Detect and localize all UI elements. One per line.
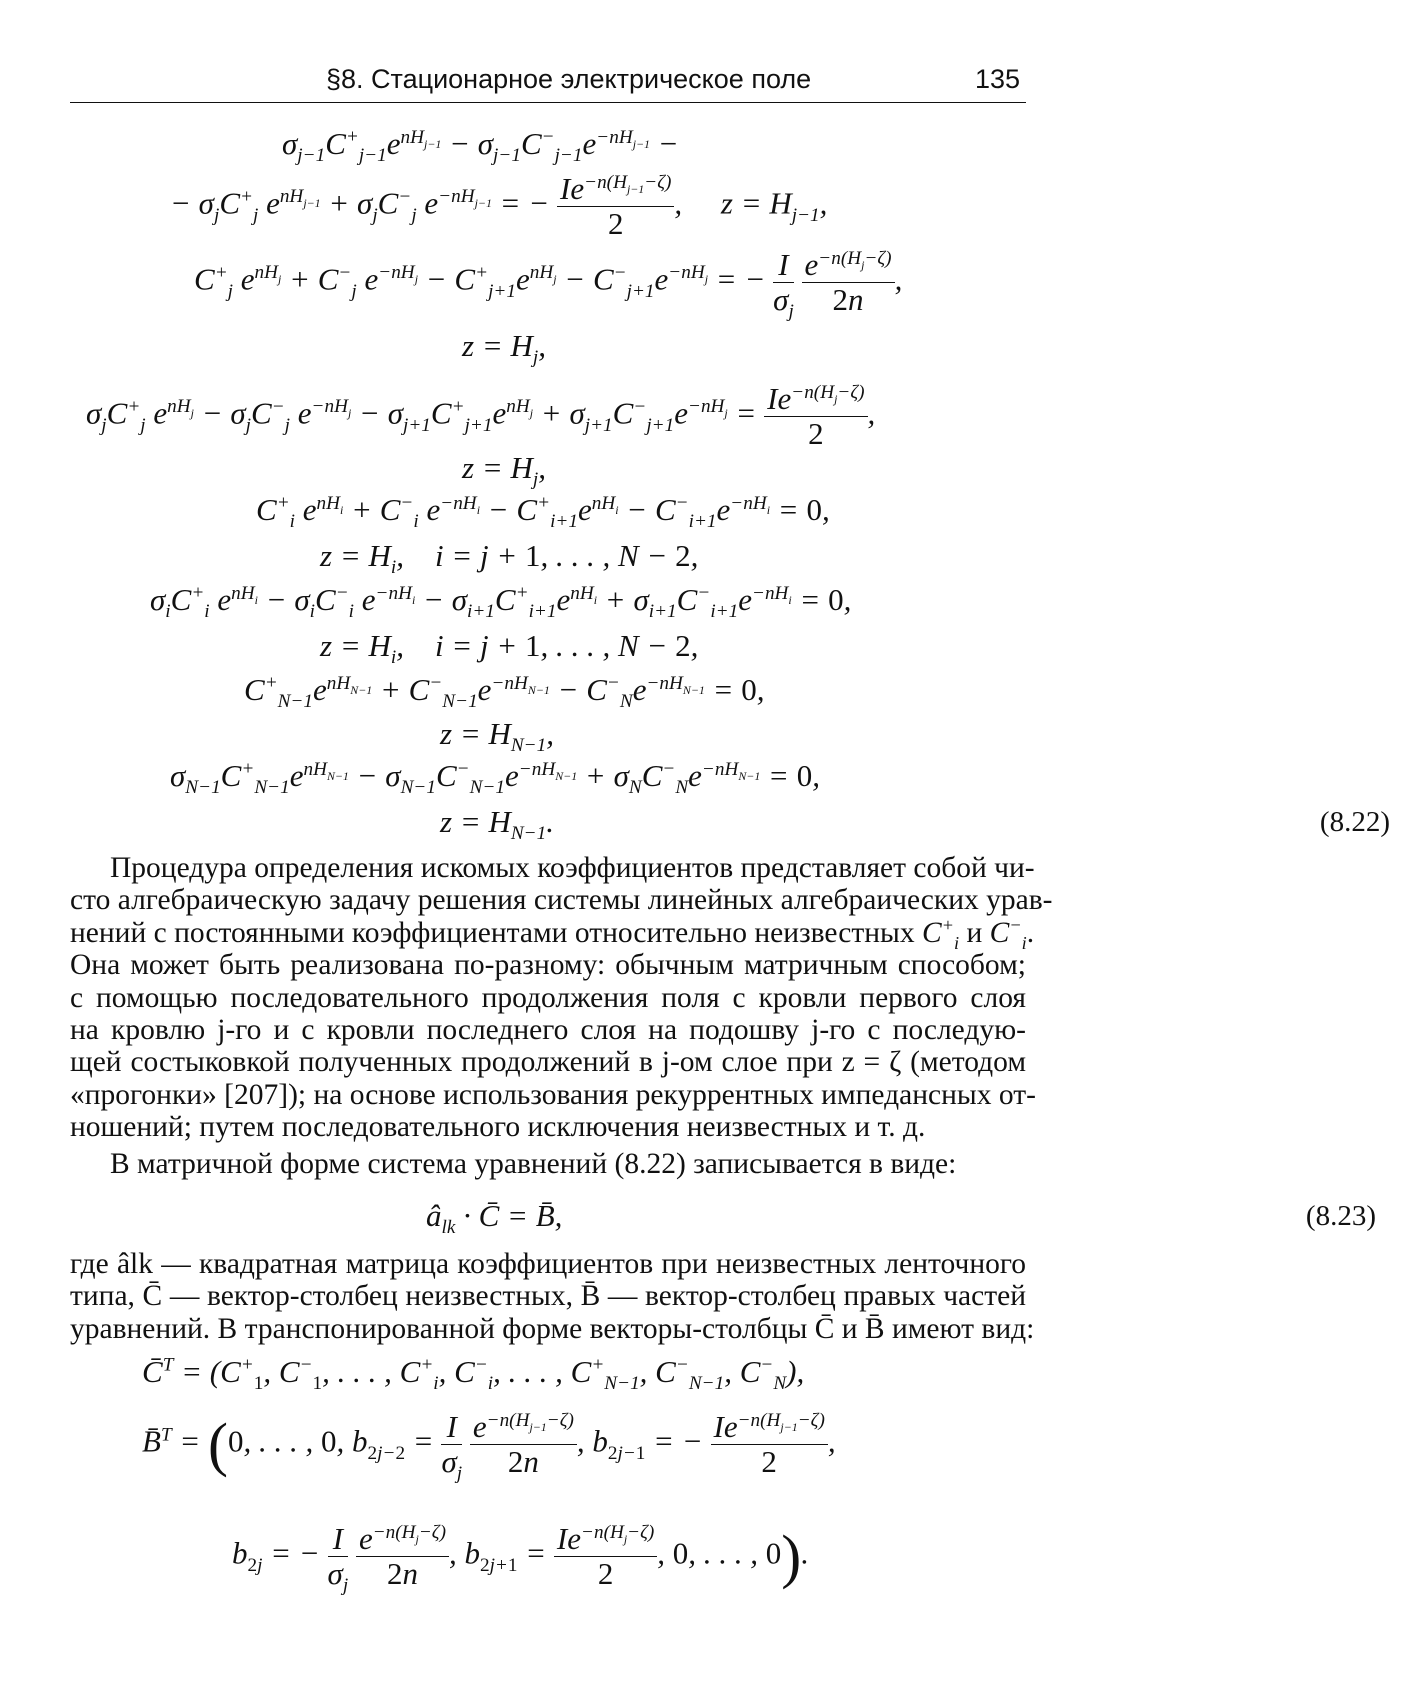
equation-line-12: $z = H_{N-1}$,: [440, 716, 554, 757]
vector-b-transposed-line-1: B̄$^T$ = (0, . . . , 0, $b_{2j-2}$ = $\frac{I}{\sigma_j}$ $\frac{e^{-n(H_{j-1}-\zeta)}}{2n}$ , $b_{2j-1}$ = − $\frac{Ie^{-n(H_{j-1}-\zeta)}}{2}$ ,: [142, 1409, 836, 1485]
section-title: §8. Стационарное электрическое поле: [326, 64, 812, 94]
equation-number-8-23: (8.23): [1305, 1200, 1376, 1232]
equation-number-8-22: (8.22): [1319, 806, 1390, 838]
vector-c-transposed: C̄$^T$ = ($C^+_1$, $C^-_1$, . . . , $C^+_i$, $C^-_i$, . . . , $C^+_{N-1}$, $C^-_{N-1}$, $C^-_N$),: [142, 1354, 805, 1395]
equation-line-6: $z = H_j$,: [462, 450, 546, 491]
equation-line-9: $\sigma_iC^+_i$ $e^{nH_i} - \sigma_iC^-_i$ $e^{-nH_i} - \sigma_{i+1}C^+_{i+1}e^{nH_i} + \sigma_{i+1}C^-_{i+1}e^{-nH_i} = 0$,: [150, 582, 852, 623]
para1-line-8: «прогонки» [207]); на основе использования рекуррентных импедансных от-: [70, 1078, 1036, 1111]
para3-line-2: типа, C̄ — вектор-столбец неизвестных, B̄ — вектор-столбец правых частей: [70, 1280, 1026, 1313]
equation-line-8: $z = H_i$, i = j + 1, . . . , N − 2,: [320, 538, 699, 579]
equation-line-11: $C^+_{N-1}e^{nH_{N-1}} + C^-_{N-1}e^{-nH_{N-1}} - C^-_Ne^{-nH_{N-1}} = 0$,: [244, 672, 765, 713]
equation-line-10: $z = H_i$, i = j + 1, . . . , N − 2,: [320, 628, 699, 669]
equation-line-2: − $\sigma_jC^+_j$ $e^{nH_{j-1}} + \sigma_jC^-_j$ $e^{-nH_{j-1}}$ = − $\frac{Ie^{-n(H_{j-1}-\zeta)}}{2}$ , $z = H_{j-1}$,: [170, 171, 828, 241]
running-header: [70, 62, 1026, 103]
equation-line-1: $\sigma_{j-1}C^+_{j-1}e^{nH_{j-1}} - \sigma_{j-1}C^-_{j-1}e^{-nH_{j-1}}$ −: [282, 126, 679, 167]
paragraph-procedure: [70, 852, 1053, 1144]
equation-line-7: $C^+_i$ $e^{nH_i} + C^-_i$ $e^{-nH_i} - C^+_{i+1}e^{nH_i} - C^-_{i+1}e^{-nH_i} = 0$,: [256, 492, 830, 533]
para1-line-4: Она может быть реализована по-разному: обычным матричным способом;: [70, 949, 1026, 982]
page-number: 135: [974, 64, 1020, 94]
paragraph-matrix-form: [70, 1148, 1026, 1180]
para1-line-5: с помощью последовательного продолжения поля с кровли первого слоя: [70, 981, 1026, 1014]
para1-line-1: Процедура определения искомых коэффициентов представляет собой чи-: [110, 852, 1035, 884]
vector-b-transposed-line-2: $b_{2j}$ = − $\frac{I}{\sigma_j}$ $\frac{e^{-n(H_j-\zeta)}}{2n}$ , $b_{2j+1}$ = $\frac{Ie^{-n(H_j-\zeta)}}{2}$ , 0, . . . , 0).: [232, 1521, 810, 1597]
para2-line-1: В матричной форме система уравнений (8.22) записывается в виде:: [110, 1148, 957, 1180]
equation-8-23: $â_{lk}$ · C̄ = B̄, (8.23): [426, 1198, 1376, 1239]
equation-line-13: $\sigma_{N-1}C^+_{N-1}e^{nH_{N-1}} - \sigma_{N-1}C^-_{N-1}e^{-nH_{N-1}} + \sigma_NC^-_Ne^{-nH_{N-1}} = 0$,: [170, 758, 820, 799]
paragraph-where: [70, 1248, 1035, 1345]
para1-line-3-text: нений с постоянными коэффициентами относительно неизвестных: [70, 916, 915, 949]
para1-line-6: на кровлю j-го и с кровли последнего слоя на подошву j-го с последую-: [70, 1014, 1026, 1047]
equation-line-4: $z = H_j$,: [462, 328, 546, 369]
para3-line-1: где âlk — квадратная матрица коэффициентов при неизвестных ленточного: [70, 1248, 1026, 1280]
equation-line-14: $z = H_{N-1}$. (8.22): [440, 804, 1390, 845]
equation-line-3: $C^+_j$ $e^{nH_j} + C^-_j$ $e^{-nH_j} - C^+_{j+1}e^{nH_j} - C^-_{j+1}e^{-nH_j}$ = − $\frac{I}{\sigma_j}$ $\frac{e^{-n(H_j-\zeta)}}{2n}$ ,: [194, 247, 903, 323]
para1-line-2: сто алгебраическую задачу решения системы линейных алгебраических урав-: [70, 884, 1053, 917]
para1-line-3: нений с постоянными коэффициентами относительно неизвестных $C^+_i$ и $C^-_i$.: [70, 914, 1035, 953]
para1-line-9: ношений; путем последовательного исключения неизвестных и т. д.: [70, 1111, 926, 1144]
para1-line-7: щей состыковкой полученных продолжений в j-ом слое при z = ζ (методом: [70, 1046, 1026, 1079]
equation-line-5: $\sigma_jC^+_j$ $e^{nH_j} - \sigma_jC^-_j$ $e^{-nH_j} - \sigma_{j+1}C^+_{j+1}e^{nH_j} + \sigma_{j+1}C^-_{j+1}e^{-nH_j}$ = $\frac{Ie^{-n(H_j-\zeta)}}{2}$ ,: [86, 381, 876, 451]
para3-line-3: уравнений. В транспонированной форме векторы-столбцы C̄ и B̄ имеют вид:: [70, 1312, 1035, 1345]
